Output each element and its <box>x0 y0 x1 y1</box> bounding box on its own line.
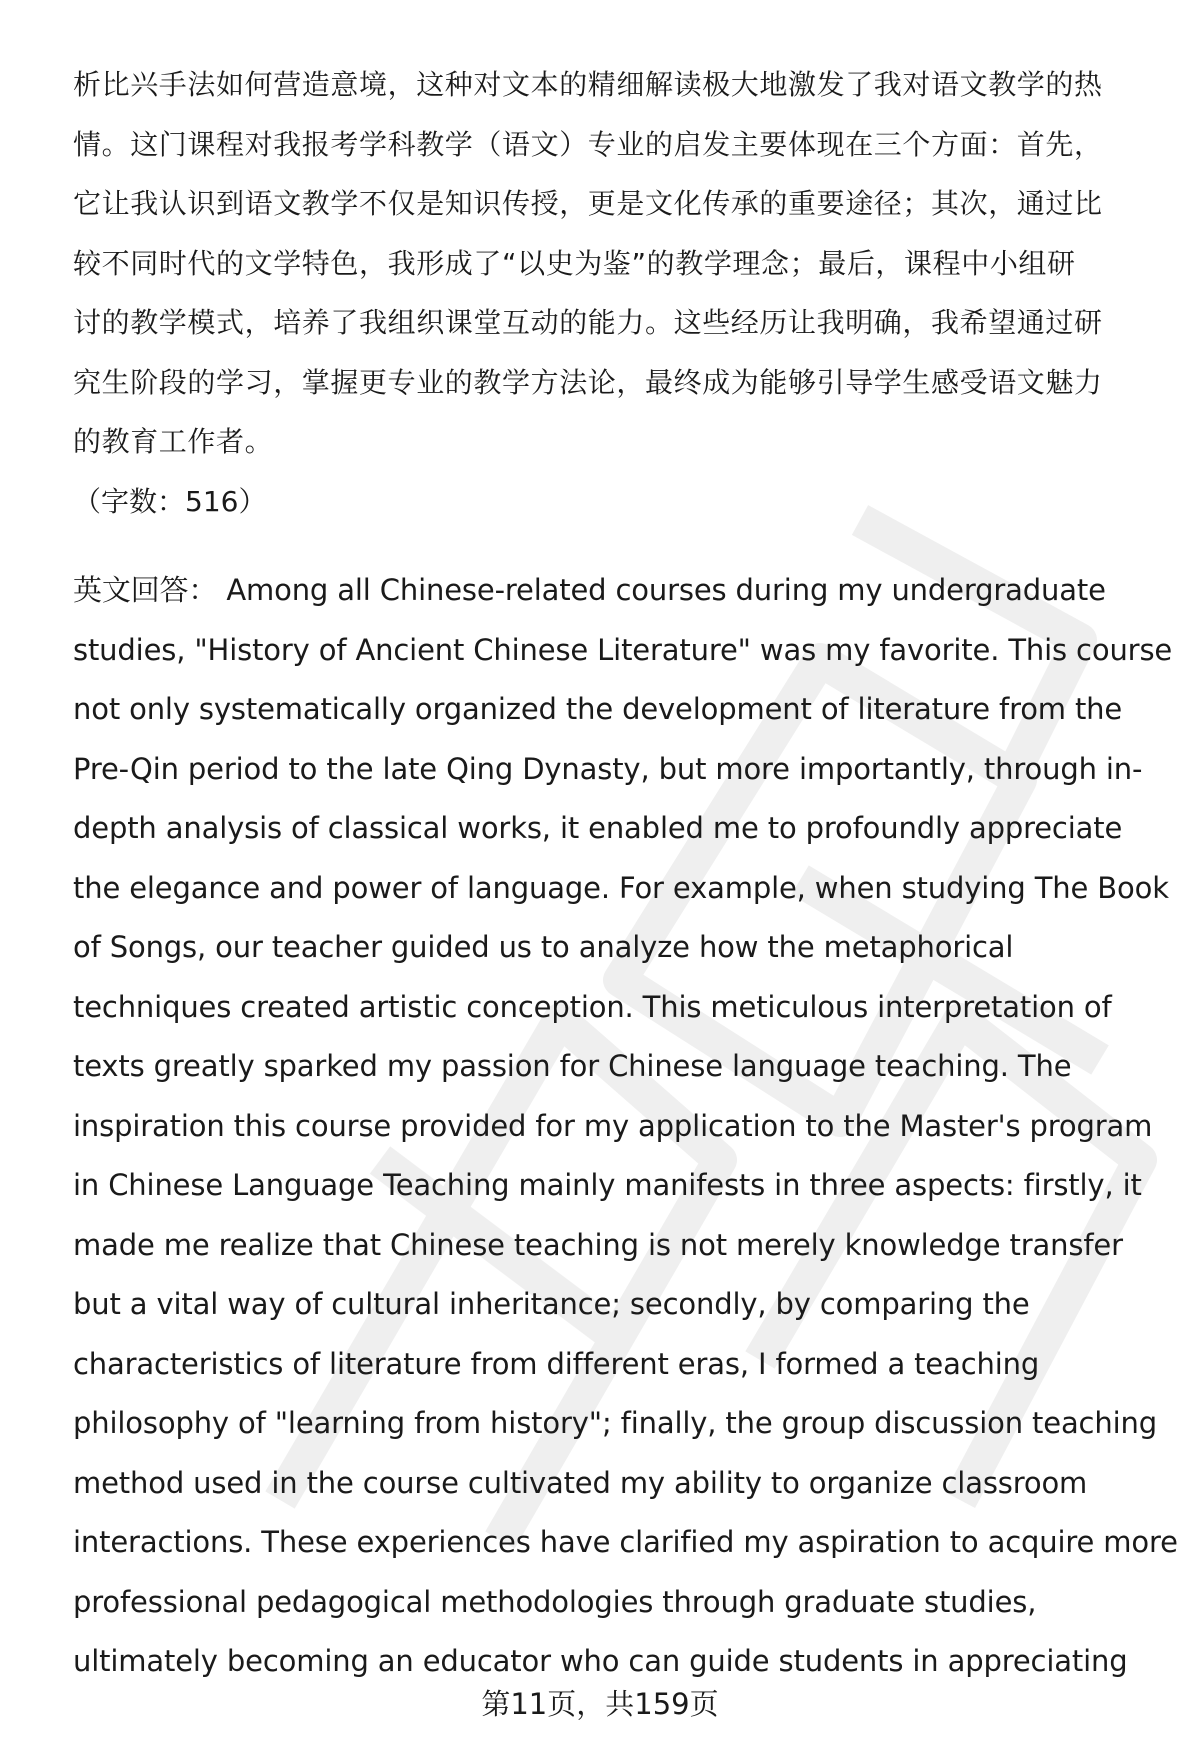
text-line: philosophy of "learning from history"; finally, the group discussion teaching <box>73 1406 1157 1440</box>
text-line: made me realize that Chinese teaching is not merely knowledge transfer <box>73 1227 1123 1262</box>
text-line: 的教育工作者。 <box>73 425 274 458</box>
document-body <box>73 55 1178 1692</box>
word-count: （字数：516） <box>73 484 267 518</box>
text-line: Pre-Qin period to the late Qing Dynasty, but more importantly, through in- <box>73 751 1143 786</box>
text-line: 究生阶段的学习，掌握更专业的教学方法论，最终成为能够引导学生感受语文魅力 <box>73 365 1103 399</box>
chinese-paragraph <box>73 55 1158 472</box>
text-line: the elegance and power of language. For example, when studying The Book <box>73 870 1169 905</box>
page-number-footer: 第11页，共159页 <box>481 1687 719 1721</box>
text-line: techniques created artistic conception. This meticulous interpretation of <box>73 989 1112 1024</box>
text-line: characteristics of literature from different eras, I formed a teaching <box>73 1346 1040 1381</box>
text-line: but a vital way of cultural inheritance; secondly, by comparing the <box>73 1287 1030 1321</box>
text-line: method used in the course cultivated my ability to organize classroom <box>73 1465 1088 1500</box>
text-line: 它让我认识到语文教学不仅是知识传授，更是文化传承的重要途径；其次，通过比 <box>73 187 1103 220</box>
text-line: of Songs, our teacher guided us to analyze how the metaphorical <box>73 930 1014 964</box>
text-line: 析比兴手法如何营造意境，这种对文本的精细解读极大地激发了我对语文教学的热 <box>73 68 1103 101</box>
text-line: 情。这门课程对我报考学科教学（语文）专业的启发主要体现在三个方面：首先， <box>73 127 1103 161</box>
text-line: 较不同时代的文学特色，我形成了“以史为鉴”的教学理念；最后，课程中小组研 <box>73 246 1076 280</box>
text-line: ultimately becoming an educator who can guide students in appreciating <box>73 1644 1128 1678</box>
text-line: studies, "History of Ancient Chinese Literature" was my favorite. This course <box>73 632 1173 667</box>
english-paragraph <box>73 561 1178 1692</box>
text-line: professional pedagogical methodologies through graduate studies, <box>73 1584 1037 1619</box>
text-line: 英文回答： Among all Chinese-related courses during my undergraduate <box>73 573 1106 607</box>
text-line: texts greatly sparked my passion for Chinese language teaching. The <box>73 1049 1072 1083</box>
section-gap <box>73 531 1158 561</box>
text-line: 讨的教学模式，培养了我组织课堂互动的能力。这些经历让我明确，我希望通过研 <box>73 306 1103 339</box>
text-line: interactions. These experiences have clarified my aspiration to acquire more <box>73 1525 1178 1559</box>
text-line: depth analysis of classical works, it enabled me to profoundly appreciate <box>73 811 1123 845</box>
text-line: in Chinese Language Teaching mainly manifests in three aspects: firstly, it <box>73 1168 1142 1202</box>
text-line: not only systematically organized the development of literature from the <box>73 692 1123 726</box>
text-line: inspiration this course provided for my application to the Master's program <box>73 1108 1153 1143</box>
